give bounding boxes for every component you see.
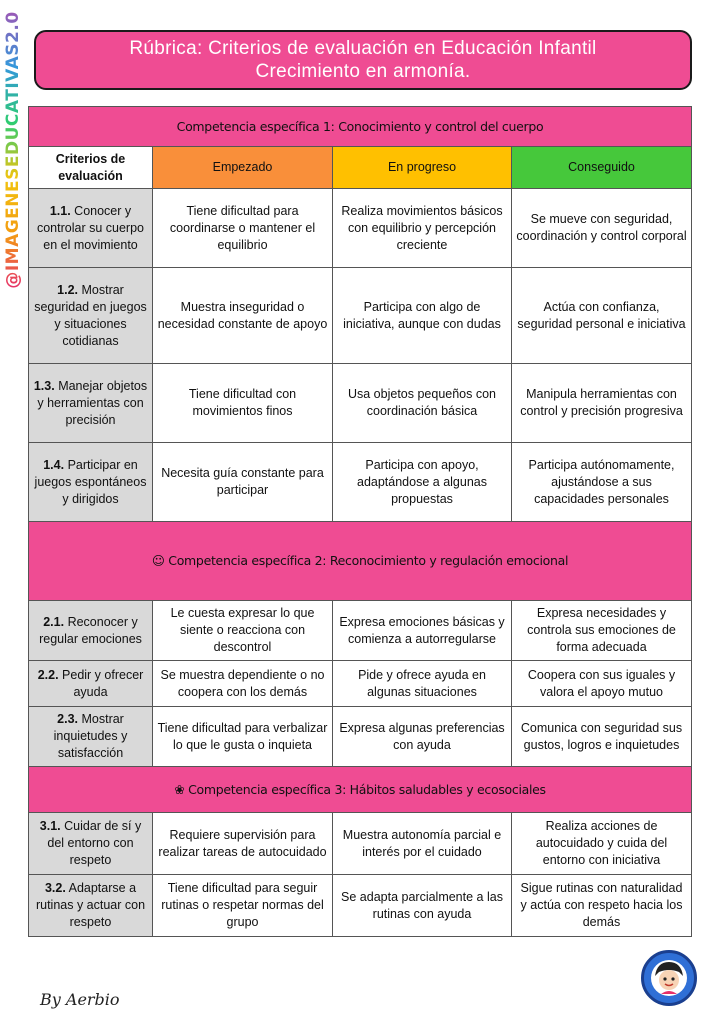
conseguido-cell: Actúa con confianza, seguridad personal e iniciativa <box>512 268 692 364</box>
empezado-cell: Tiene dificultad para coordinarse o mantener el equilibrio <box>153 189 333 268</box>
competencia-3-row <box>29 767 692 813</box>
avatar-logo <box>641 950 697 1006</box>
competencia-3-title <box>29 767 692 813</box>
criterio-cell <box>29 268 153 364</box>
conseguido-cell: Realiza acciones de autocuidado y cuida del entorno con iniciativa <box>512 813 692 875</box>
en-progreso-cell: Participa con apoyo, adaptándose a algunas propuestas <box>333 443 512 522</box>
criterio-text: Reconocer y regular emociones <box>39 614 142 646</box>
en-progreso-cell: Se adapta parcialmente a las rutinas con ayuda <box>333 875 512 937</box>
conseguido-cell: Expresa necesidades y controla sus emociones de forma adecuada <box>512 601 692 661</box>
criterio-text: Mostrar seguridad en juegos y situaciones cotidianas <box>34 282 147 348</box>
conseguido-cell: Coopera con sus iguales y valora el apoyo mutuo <box>512 661 692 707</box>
criterio-number: 2.1. <box>43 614 65 629</box>
competencia-1-title-text: Competencia específica 1: Conocimiento y control del cuerpo <box>176 119 544 134</box>
competencia-2-title-text: Competencia específica 2: Reconocimiento y regulación emocional <box>168 553 569 568</box>
criterio-number: 1.4. <box>43 457 65 472</box>
conseguido-cell: Manipula herramientas con control y precisión progresiva <box>512 364 692 443</box>
criterios-header: Criterios de evaluación <box>29 147 153 189</box>
criterio-text: Cuidar de sí y del entorno con respeto <box>47 819 142 867</box>
criterio-number: 2.3. <box>57 712 78 726</box>
criterio-cell <box>29 601 153 661</box>
criterio-text: Conocer y controlar su cuerpo en el movimiento <box>36 203 144 252</box>
table-row <box>29 875 692 937</box>
empezado-cell: Le cuesta expresar lo que siente o reacciona con descontrol <box>153 601 333 661</box>
criterio-text: Adaptarse a rutinas y actuar con respeto <box>35 881 146 929</box>
title-line-2: Crecimiento en armonía. <box>255 61 471 82</box>
criterio-text: Pedir y ofrecer ayuda <box>62 667 144 699</box>
competencia-3-title-text: Competencia específica 3: Hábitos saludables y ecosociales <box>188 782 546 797</box>
en-progreso-cell: Participa con algo de iniciativa, aunque con dudas <box>333 268 512 364</box>
side-watermark <box>2 11 24 289</box>
level-en-progreso-header: En progreso <box>333 147 512 189</box>
criterio-cell <box>29 443 153 522</box>
conseguido-cell: Participa autónomamente, ajustándose a sus capacidades personales <box>512 443 692 522</box>
avatar-icon <box>649 958 689 998</box>
table-row <box>29 813 692 875</box>
criterio-number: 1.1. <box>49 203 71 218</box>
table-row <box>29 661 692 707</box>
rubric-table <box>28 106 692 937</box>
signature: By Aerbio <box>40 990 120 1009</box>
en-progreso-cell: Expresa algunas preferencias con ayuda <box>333 707 512 767</box>
table-row <box>29 443 692 522</box>
criterio-cell <box>29 364 153 443</box>
en-progreso-cell: Usa objetos pequeños con coordinación básica <box>333 364 512 443</box>
leaf-icon: ❀ <box>174 782 185 797</box>
criterio-cell <box>29 875 153 937</box>
header-row <box>29 147 692 189</box>
title-banner <box>34 30 692 90</box>
criterio-number: 3.2. <box>44 881 66 895</box>
conseguido-cell: Se mueve con seguridad, coordinación y control corporal <box>512 189 692 268</box>
criterio-number: 1.2. <box>57 282 78 297</box>
watermark-text: @IMAGENESEDUCATIVAS2.0 <box>3 11 23 289</box>
table-row <box>29 364 692 443</box>
competencia-2-title <box>29 522 692 601</box>
criterio-cell <box>29 813 153 875</box>
en-progreso-cell: Expresa emociones básicas y comienza a autorregularse <box>333 601 512 661</box>
table-row <box>29 189 692 268</box>
table-row <box>29 707 692 767</box>
empezado-cell: Tiene dificultad para verbalizar lo que le gusta o inquieta <box>153 707 333 767</box>
en-progreso-cell: Pide y ofrece ayuda en algunas situaciones <box>333 661 512 707</box>
criterio-cell <box>29 189 153 268</box>
en-progreso-cell: Muestra autonomía parcial e interés por el cuidado <box>333 813 512 875</box>
empezado-cell: Tiene dificultad con movimientos finos <box>153 364 333 443</box>
title-line-1: Rúbrica: Criterios de evaluación en Educación Infantil <box>129 38 597 59</box>
conseguido-cell: Sigue rutinas con naturalidad y actúa con respeto hacia los demás <box>512 875 692 937</box>
criterio-number: 2.2. <box>37 667 59 682</box>
competencia-2-row <box>29 522 692 601</box>
competencia-1-row <box>29 107 692 147</box>
conseguido-cell: Comunica con seguridad sus gustos, logros e inquietudes <box>512 707 692 767</box>
table-row <box>29 268 692 364</box>
en-progreso-cell: Realiza movimientos básicos con equilibrio y percepción creciente <box>333 189 512 268</box>
criterio-text: Participar en juegos espontáneos y dirigidos <box>34 457 147 506</box>
empezado-cell: Se muestra dependiente o no coopera con los demás <box>153 661 333 707</box>
criterio-cell <box>29 707 153 767</box>
criterio-text: Mostrar inquietudes y satisfacción <box>53 712 128 760</box>
empezado-cell: Muestra inseguridad o necesidad constante de apoyo <box>153 268 333 364</box>
table-row <box>29 601 692 661</box>
competencia-1-title <box>29 107 692 147</box>
empezado-cell: Tiene dificultad para seguir rutinas o respetar normas del grupo <box>153 875 333 937</box>
criterio-text: Manejar objetos y herramientas con precisión <box>37 378 148 427</box>
criterio-number: 3.1. <box>39 819 61 833</box>
empezado-cell: Requiere supervisión para realizar tareas de autocuidado <box>153 813 333 875</box>
criterio-number: 1.3. <box>33 378 55 393</box>
criterio-cell <box>29 661 153 707</box>
smiley-icon: ☺ <box>151 553 165 568</box>
level-conseguido-header: Conseguido <box>512 147 692 189</box>
empezado-cell: Necesita guía constante para participar <box>153 443 333 522</box>
level-empezado-header: Empezado <box>153 147 333 189</box>
